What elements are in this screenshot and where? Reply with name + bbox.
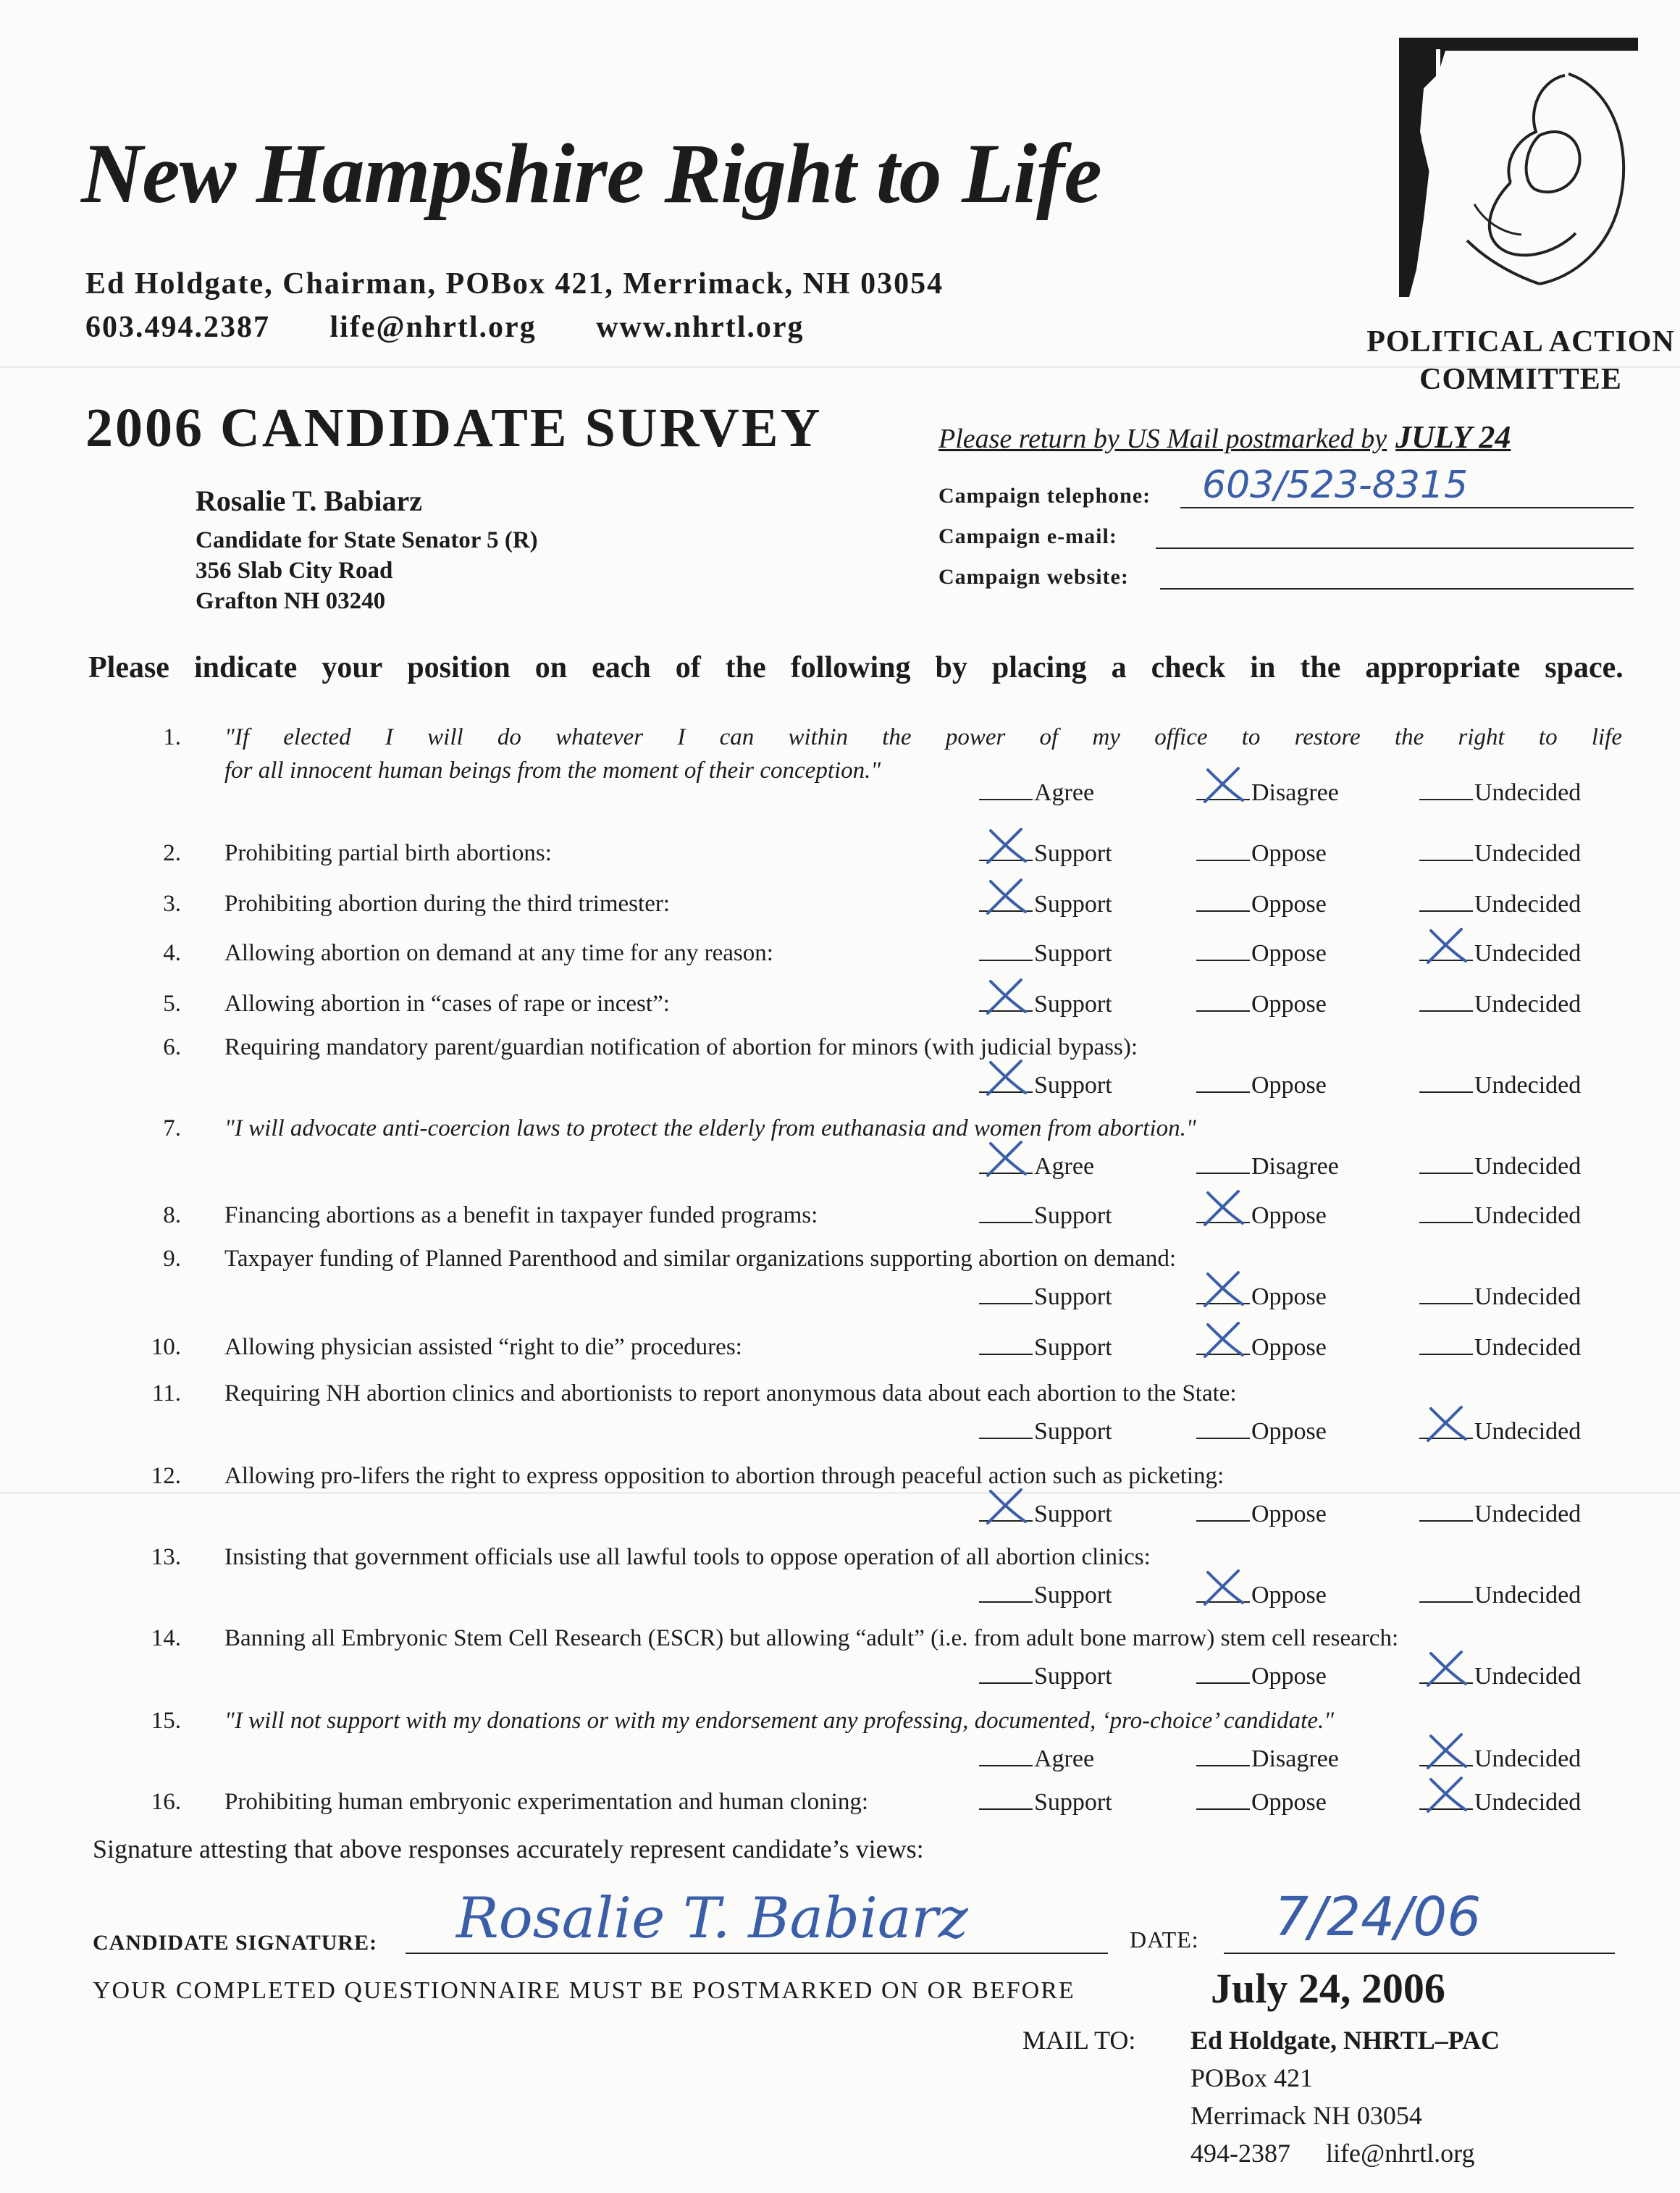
answer-option-agree[interactable]: [979, 1153, 1094, 1181]
answer-blank[interactable]: [1196, 1288, 1250, 1304]
answer-blank[interactable]: [1196, 1158, 1250, 1174]
answer-option-support[interactable]: [979, 991, 1112, 1018]
handwritten-x-mark-icon: [1424, 1777, 1470, 1813]
question-number: 2.: [163, 840, 181, 866]
answer-blank[interactable]: [1196, 1207, 1250, 1223]
answer-label: Undecided: [1474, 940, 1582, 967]
answer-label: Disagree: [1251, 1745, 1339, 1772]
handwritten-date: 7/24/06: [1274, 1886, 1482, 1948]
answer-label: Oppose: [1251, 940, 1327, 967]
answer-label: Support: [1034, 1072, 1112, 1099]
answer-blank[interactable]: [1419, 1506, 1473, 1522]
answer-option-support[interactable]: [979, 1072, 1112, 1099]
question-number: 1.: [163, 724, 181, 750]
handwritten-x-mark-icon: [1424, 928, 1470, 964]
answer-option-undecided[interactable]: [1419, 1789, 1581, 1816]
answer-option-disagree[interactable]: [1196, 779, 1339, 807]
question-text: Requiring mandatory parent/guardian notification of abortion for minors (with judicial bypass):: [224, 1034, 1138, 1060]
instruction-word: the: [725, 651, 766, 684]
instruction-word: on: [534, 651, 568, 684]
answer-blank[interactable]: [1419, 1077, 1473, 1093]
mail-to-phone: 494-2387: [1190, 2139, 1290, 2168]
answer-blank[interactable]: [1196, 1339, 1250, 1355]
answer-blank[interactable]: [1419, 945, 1473, 961]
answer-label: Oppose: [1251, 891, 1327, 918]
answer-label: Oppose: [1251, 1501, 1327, 1527]
answer-option-undecided[interactable]: [1419, 1283, 1581, 1311]
answer-option-undecided[interactable]: [1419, 891, 1581, 918]
answer-label: Undecided: [1474, 1072, 1582, 1099]
question-number: 16.: [151, 1789, 181, 1815]
question-text: Banning all Embryonic Stem Cell Research (ESCR) but allowing “adult” (i.e. from adult bone marrow) stem cell research:: [224, 1625, 1399, 1651]
campaign-telephone-label: Campaign telephone:: [938, 484, 1151, 508]
answer-label: Undecided: [1474, 1418, 1582, 1445]
question-text: Allowing abortion in “cases of rape or incest”:: [224, 991, 670, 1017]
mother-child-logo-icon: [1395, 30, 1638, 298]
answer-option-undecided[interactable]: [1419, 991, 1581, 1018]
handwritten-x-mark-icon: [983, 1488, 1030, 1525]
question-text: Prohibiting partial birth abortions:: [224, 840, 552, 866]
candidate-office: Candidate for State Senator 5 (R): [196, 527, 538, 553]
question-number: 13.: [151, 1544, 181, 1570]
instruction-word: indicate: [193, 651, 298, 684]
answer-blank[interactable]: [1196, 1750, 1250, 1766]
question-text: "I will advocate anti-coercion laws to protect the elderly from euthanasia and women from abortion.": [224, 1115, 1196, 1141]
answer-blank[interactable]: [1419, 1207, 1473, 1223]
answer-option-support[interactable]: [979, 840, 1112, 868]
answer-blank[interactable]: [1196, 1506, 1250, 1522]
answer-blank[interactable]: [979, 784, 1033, 800]
answer-option-oppose[interactable]: [1196, 1418, 1327, 1446]
question-text: Insisting that government officials use all lawful tools to oppose operation of all abortion clinics:: [224, 1544, 1151, 1570]
answer-blank[interactable]: [1419, 845, 1473, 861]
answer-label: Support: [1034, 891, 1112, 918]
question-number: 6.: [163, 1034, 181, 1060]
handwritten-x-mark-icon: [1201, 1271, 1247, 1307]
answer-label: Undecided: [1474, 1582, 1582, 1609]
answer-label: Undecided: [1474, 1789, 1582, 1816]
answer-blank[interactable]: [1196, 784, 1250, 800]
handwritten-x-mark-icon: [1424, 1406, 1470, 1442]
answer-blank[interactable]: [979, 1288, 1033, 1304]
question-text: "I will not support with my donations or with my endorsement any professing, documented, ‘pro-choice’ candidate.": [224, 1708, 1335, 1734]
answer-blank[interactable]: [1196, 1668, 1250, 1684]
campaign-telephone-value: 603/523-8315: [1202, 464, 1469, 507]
answer-blank[interactable]: [1196, 896, 1250, 912]
answer-option-oppose[interactable]: [1196, 1501, 1327, 1528]
answer-option-oppose[interactable]: [1196, 1202, 1327, 1230]
answer-label: Undecided: [1474, 1663, 1582, 1690]
signature-attestation: Signature attesting that above responses accurately represent candidate’s views:: [93, 1835, 924, 1863]
answer-blank[interactable]: [979, 1750, 1033, 1766]
question-number: 5.: [163, 991, 181, 1017]
answer-blank[interactable]: [979, 1587, 1033, 1603]
instruction-word: Please: [88, 651, 169, 684]
instruction-word: your: [322, 651, 383, 684]
answer-option-undecided[interactable]: [1419, 1418, 1581, 1446]
handwritten-x-mark-icon: [1201, 767, 1247, 803]
campaign-website-label: Campaign website:: [938, 565, 1129, 589]
answer-option-oppose[interactable]: [1196, 991, 1327, 1018]
answer-label: Oppose: [1251, 1582, 1327, 1609]
date-label: DATE:: [1130, 1926, 1199, 1953]
campaign-website-field[interactable]: [1160, 588, 1634, 590]
campaign-email-label: Campaign e-mail:: [938, 524, 1117, 548]
answer-blank[interactable]: [1419, 784, 1473, 800]
handwritten-x-mark-icon: [983, 1141, 1030, 1177]
answer-label: Disagree: [1251, 1153, 1339, 1180]
campaign-telephone-field[interactable]: [1180, 507, 1634, 508]
answer-label: Disagree: [1251, 779, 1339, 806]
answer-label: Undecided: [1474, 1153, 1582, 1180]
answer-label: Agree: [1034, 1745, 1095, 1772]
handwritten-x-mark-icon: [983, 978, 1030, 1015]
answer-option-support[interactable]: [979, 1789, 1112, 1816]
answer-label: Support: [1034, 1334, 1112, 1361]
answer-blank[interactable]: [1419, 1339, 1473, 1355]
question-number: 3.: [163, 891, 181, 917]
answer-label: Oppose: [1251, 1418, 1327, 1445]
answer-blank[interactable]: [979, 1506, 1033, 1522]
answer-option-undecided[interactable]: [1419, 779, 1581, 807]
org-phone: 603.494.2387: [85, 311, 270, 344]
answer-label: Oppose: [1251, 1334, 1327, 1361]
answer-label: Undecided: [1474, 779, 1582, 806]
question-number: 14.: [151, 1625, 181, 1651]
question-text: Requiring NH abortion clinics and abortionists to report anonymous data about each abortion to the State:: [224, 1380, 1237, 1406]
question-text: Prohibiting human embryonic experimentation and human cloning:: [224, 1789, 868, 1815]
answer-option-undecided[interactable]: [1419, 1153, 1581, 1181]
handwritten-x-mark-icon: [983, 1060, 1030, 1096]
question-number: 9.: [163, 1246, 181, 1272]
instruction-word: by: [935, 651, 967, 684]
answer-option-support[interactable]: [979, 1501, 1112, 1528]
instruction-word: following: [790, 651, 911, 684]
instruction-word: the: [1300, 651, 1341, 684]
question-number: 7.: [163, 1115, 181, 1141]
answer-option-undecided[interactable]: [1419, 1501, 1581, 1528]
answer-option-support[interactable]: [979, 1582, 1112, 1609]
answer-option-support[interactable]: [979, 1334, 1112, 1362]
answer-option-undecided[interactable]: [1419, 1745, 1581, 1773]
answer-option-undecided[interactable]: [1419, 840, 1581, 868]
answer-label: Oppose: [1251, 1663, 1327, 1690]
answer-option-oppose[interactable]: [1196, 940, 1327, 968]
answer-option-agree[interactable]: [979, 779, 1094, 807]
answer-blank[interactable]: [979, 1423, 1033, 1439]
postmark-date: July 24, 2006: [1211, 1965, 1445, 2012]
handwritten-x-mark-icon: [1201, 1322, 1247, 1358]
answer-option-undecided[interactable]: [1419, 1202, 1581, 1230]
answer-blank[interactable]: [1419, 996, 1473, 1012]
instruction-word: in: [1250, 651, 1276, 684]
answer-label: Support: [1034, 840, 1112, 867]
answer-option-support[interactable]: [979, 1663, 1112, 1690]
question-text-continued: for all innocent human beings from the moment of their conception.": [224, 758, 881, 784]
answer-blank[interactable]: [1419, 1794, 1473, 1810]
answer-label: Support: [1034, 1202, 1112, 1229]
answer-label: Undecided: [1474, 1501, 1582, 1527]
answer-blank[interactable]: [1196, 1794, 1250, 1810]
answer-label: Oppose: [1251, 1283, 1327, 1310]
answer-option-oppose[interactable]: [1196, 1789, 1327, 1816]
candidate-city: Grafton NH 03240: [196, 588, 386, 614]
answer-blank[interactable]: [979, 1158, 1033, 1174]
question-text: Prohibiting abortion during the third trimester:: [224, 891, 670, 917]
answer-label: Oppose: [1251, 991, 1327, 1018]
question-number: 12.: [151, 1463, 181, 1489]
answer-label: Oppose: [1251, 840, 1327, 867]
org-address: Ed Holdgate, Chairman, POBox 421, Merrimack, NH 03054: [85, 267, 944, 301]
answer-option-oppose[interactable]: [1196, 1283, 1327, 1311]
answer-label: Support: [1034, 1283, 1112, 1310]
question-text: Taxpayer funding of Planned Parenthood and similar organizations supporting abortion on demand:: [224, 1246, 1177, 1272]
answer-blank[interactable]: [979, 896, 1033, 912]
survey-title: 2006 CANDIDATE SURVEY: [85, 398, 823, 458]
answer-blank[interactable]: [979, 1794, 1033, 1810]
answer-label: Undecided: [1474, 891, 1582, 918]
handwritten-x-mark-icon: [983, 879, 1030, 915]
answer-option-undecided[interactable]: [1419, 1663, 1581, 1690]
org-email: life@nhrtl.org: [329, 311, 537, 344]
handwritten-x-mark-icon: [1424, 1733, 1470, 1769]
question-text: "If elected I will do whatever I can within the power of my office to restore the right to life: [224, 724, 1622, 750]
instruction-word: a: [1111, 651, 1127, 684]
return-date: JULY 24: [1395, 419, 1511, 455]
answer-option-oppose[interactable]: [1196, 1072, 1327, 1099]
answer-option-oppose[interactable]: [1196, 891, 1327, 918]
question-text: Allowing physician assisted “right to die” procedures:: [224, 1334, 742, 1360]
answer-option-undecided[interactable]: [1419, 1072, 1581, 1099]
answer-blank[interactable]: [979, 845, 1033, 861]
answer-blank[interactable]: [1196, 1077, 1250, 1093]
mail-to-contact: [1190, 2138, 1474, 2168]
answer-label: Undecided: [1474, 840, 1582, 867]
question-text: Allowing abortion on demand at any time for any reason:: [224, 940, 773, 966]
answer-blank[interactable]: [979, 1207, 1033, 1223]
answer-option-agree[interactable]: [979, 1745, 1094, 1773]
instructions: [88, 650, 1624, 685]
answer-label: Support: [1034, 1789, 1112, 1816]
fold-line: [0, 1492, 1680, 1494]
pac-label: POLITICAL ACTION COMMITTEE: [1366, 325, 1675, 396]
answer-option-oppose[interactable]: [1196, 840, 1327, 868]
answer-label: Oppose: [1251, 1072, 1327, 1099]
answer-blank[interactable]: [1419, 896, 1473, 912]
answer-blank[interactable]: [1419, 1158, 1473, 1174]
answer-option-support[interactable]: [979, 891, 1112, 918]
answer-label: Support: [1034, 1582, 1112, 1609]
signature-field[interactable]: [406, 1953, 1108, 1954]
candidate-name: Rosalie T. Babiarz: [196, 485, 422, 517]
answer-option-undecided[interactable]: [1419, 1334, 1581, 1362]
answer-blank[interactable]: [979, 996, 1033, 1012]
answer-blank[interactable]: [1196, 1587, 1250, 1603]
answer-blank[interactable]: [979, 1668, 1033, 1684]
instruction-word: appropriate: [1365, 651, 1521, 684]
answer-label: Oppose: [1251, 1789, 1327, 1816]
instruction-word: position: [407, 651, 511, 684]
mail-to-email: life@nhrtl.org: [1326, 2139, 1475, 2168]
answer-blank[interactable]: [979, 1077, 1033, 1093]
instruction-word: of: [675, 651, 701, 684]
handwritten-x-mark-icon: [1201, 1190, 1247, 1226]
answer-label: Undecided: [1474, 1283, 1582, 1310]
answer-blank[interactable]: [1196, 996, 1250, 1012]
handwritten-x-mark-icon: [1201, 1569, 1247, 1606]
question-text: Allowing pro-lifers the right to express opposition to abortion through peaceful action such as picketing:: [224, 1463, 1225, 1489]
candidate-street: 356 Slab City Road: [196, 558, 393, 584]
handwritten-x-mark-icon: [983, 828, 1030, 864]
instruction-word: space.: [1545, 651, 1624, 684]
answer-blank[interactable]: [979, 945, 1033, 961]
answer-label: Undecided: [1474, 991, 1582, 1018]
answer-label: Support: [1034, 1418, 1112, 1445]
instruction-word: placing: [991, 651, 1087, 684]
org-website: www.nhrtl.org: [596, 311, 805, 344]
answer-blank[interactable]: [1419, 1750, 1473, 1766]
answer-option-undecided[interactable]: [1419, 1582, 1581, 1609]
date-field[interactable]: [1224, 1953, 1615, 1954]
answer-option-disagree[interactable]: [1196, 1745, 1339, 1773]
answer-blank[interactable]: [1419, 1288, 1473, 1304]
answer-label: Support: [1034, 940, 1112, 967]
campaign-email-field[interactable]: [1156, 548, 1634, 549]
answer-label: Agree: [1034, 1153, 1095, 1180]
instruction-word: each: [592, 651, 651, 684]
signature-label: CANDIDATE SIGNATURE:: [93, 1931, 378, 1955]
answer-option-oppose[interactable]: [1196, 1582, 1327, 1609]
question-number: 10.: [151, 1334, 181, 1360]
handwritten-x-mark-icon: [1424, 1651, 1470, 1687]
answer-label: Undecided: [1474, 1202, 1582, 1229]
answer-label: Support: [1034, 991, 1112, 1018]
answer-blank[interactable]: [1419, 1587, 1473, 1603]
answer-label: Undecided: [1474, 1334, 1582, 1361]
answer-label: Support: [1034, 1663, 1112, 1690]
answer-blank[interactable]: [1419, 1423, 1473, 1439]
answer-label: Support: [1034, 1501, 1112, 1527]
answer-option-oppose[interactable]: [1196, 1663, 1327, 1690]
mail-to-label: MAIL TO:: [1022, 2026, 1136, 2055]
question-number: 11.: [151, 1380, 181, 1406]
org-title: New Hampshire Right to Life: [81, 126, 1101, 221]
answer-label: Agree: [1034, 779, 1095, 806]
answer-option-support[interactable]: [979, 940, 1112, 968]
org-contact: [85, 310, 855, 345]
mail-to-box: POBox 421: [1190, 2063, 1314, 2092]
answer-blank[interactable]: [1419, 1668, 1473, 1684]
mail-to-name: Ed Holdgate, NHRTL–PAC: [1190, 2026, 1500, 2055]
question-number: 8.: [163, 1202, 181, 1228]
postmark-notice: YOUR COMPLETED QUESTIONNAIRE MUST BE POSTMARKED ON OR BEFORE: [93, 1977, 1075, 2004]
answer-option-support[interactable]: [979, 1202, 1112, 1230]
answer-blank[interactable]: [1196, 945, 1250, 961]
answer-option-support[interactable]: [979, 1283, 1112, 1311]
answer-blank[interactable]: [1196, 845, 1250, 861]
question-number: 4.: [163, 940, 181, 966]
answer-option-support[interactable]: [979, 1418, 1112, 1446]
question-text: Financing abortions as a benefit in taxpayer funded programs:: [224, 1202, 818, 1228]
handwritten-signature: Rosalie T. Babiarz: [456, 1886, 968, 1951]
answer-blank[interactable]: [979, 1339, 1033, 1355]
answer-blank[interactable]: [1196, 1423, 1250, 1439]
return-notice: Please return by US Mail postmarked by JULY 24: [938, 419, 1511, 455]
answer-option-undecided[interactable]: [1419, 940, 1581, 968]
answer-option-disagree[interactable]: [1196, 1153, 1339, 1181]
answer-option-oppose[interactable]: [1196, 1334, 1327, 1362]
question-number: 15.: [151, 1708, 181, 1734]
instruction-word: check: [1151, 651, 1226, 684]
answer-label: Oppose: [1251, 1202, 1327, 1229]
answer-label: Undecided: [1474, 1745, 1582, 1772]
mail-to-city: Merrimack NH 03054: [1190, 2101, 1422, 2130]
